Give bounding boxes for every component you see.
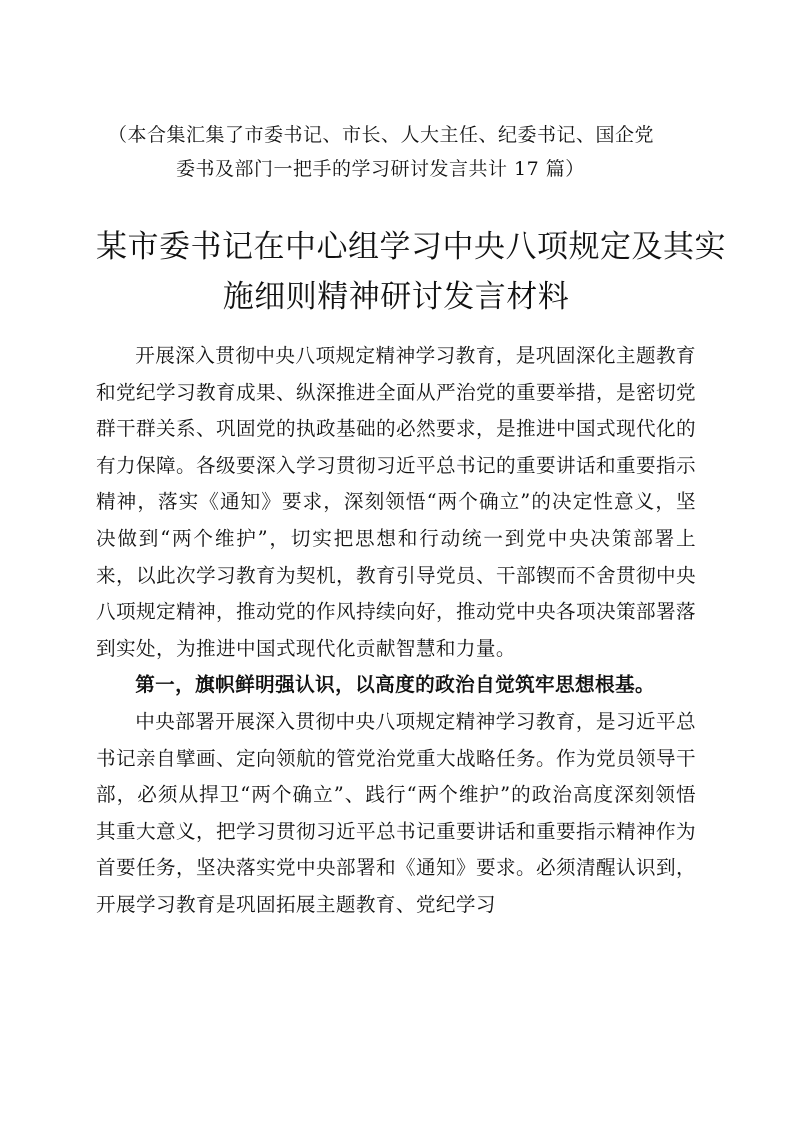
document-title [96,222,726,322]
document-body [96,338,696,924]
collection-note-line-2: 委书及部门一把手的学习研讨发言共计 17 篇） [176,158,585,180]
collection-note-line-1: （本合集汇集了市委书记、市长、人大主任、纪委书记、国企党 [108,124,655,146]
paragraph-section-1: 中央部署开展深入贯彻中央八项规定精神学习教育，是习近平总书记亲自擘画、定向领航的管党治党重大战略任务。作为党员领导干部，必须从捍卫“两个确立”、践行“两个维护”的政治高度深刻领悟其重大意义，把学习贯彻习近平总书记重要讲话和重要指示精神作为首要任务，坚决落实党中央部署和《通知》要求。必须清醒认识到，开展学习教育是巩固拓展主题教育、党纪学习 [96,709,696,916]
section-heading-1: 第一，旗帜鲜明强认识，以高度的政治自觉筑牢思想根基。 [135,673,656,697]
paragraph-intro: 开展深入贯彻中央八项规定精神学习教育，是巩固深化主题教育和党纪学习教育成果、纵深推进全面从严治党的重要举措，是密切党群干群关系、巩固党的执政基础的必然要求，是推进中国式现代化的有力保障。各级要深入学习贯彻习近平总书记的重要讲话和重要指示精神，落实《通知》要求，深刻领悟“两个确立”的决定性意义，坚决做到“两个维护”，切实把思想和行动统一到党中央决策部署上来，以此次学习教育为契机，教育引导党员、干部锲而不舍贯彻中央八项规定精神，推动党的作风持续向好，推动党中央各项决策部署落到实处，为推进中国式现代化贡献智慧和力量。 [96,344,696,660]
collection-note [104,118,696,186]
document-title-line-1: 某市委书记在中心组学习中央八项规定及其实 [96,229,726,265]
document-title-line-2: 施细则精神研讨发言材料 [222,279,570,315]
